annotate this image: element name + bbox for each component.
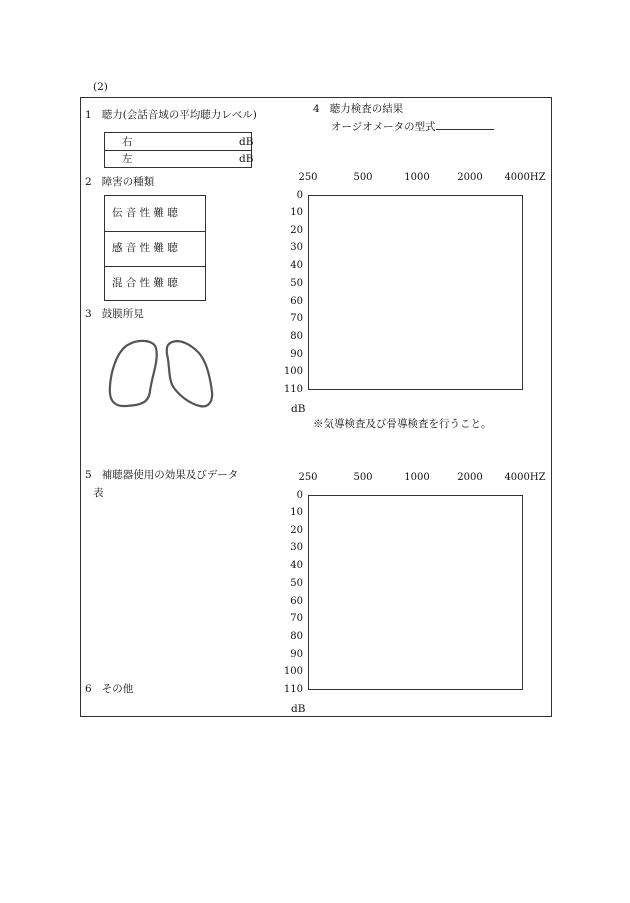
- y-label: 90: [290, 649, 303, 660]
- y-unit: dB: [291, 703, 306, 715]
- section-2-title: 障害の種類: [101, 176, 155, 188]
- y-label: 50: [290, 578, 303, 589]
- y-label: 30: [290, 242, 303, 253]
- y-label: 30: [290, 542, 303, 553]
- y-label: 80: [290, 631, 303, 642]
- section-2-number: 2: [85, 176, 92, 188]
- left-eardrum-outline: [167, 341, 212, 406]
- section-5-title: 補聴器使用の効果及びデータ: [101, 469, 239, 481]
- hearing-level-table: [104, 132, 252, 168]
- y-label: 110: [283, 684, 303, 695]
- x-label: 2000: [457, 472, 483, 483]
- x-label: 1000: [404, 472, 430, 483]
- right-ear-label: 右: [122, 136, 133, 148]
- table-divider: [105, 231, 205, 232]
- audiometer-model-blank[interactable]: [436, 119, 494, 130]
- table-divider: [105, 150, 251, 151]
- section-6-title: その他: [101, 683, 134, 695]
- y-unit: dB: [291, 403, 306, 415]
- y-label: 100: [283, 666, 303, 677]
- x-label: 2000: [457, 172, 483, 183]
- y-label: 40: [290, 260, 303, 271]
- audiogram-note: ※気導検査及び骨導検査を行うこと。: [313, 418, 492, 430]
- y-label: 100: [283, 366, 303, 377]
- section-6-heading: [85, 684, 133, 695]
- table-divider: [105, 266, 205, 267]
- section-5-heading: [85, 470, 238, 481]
- section-3-number: 3: [85, 308, 92, 320]
- x-label: 4000HZ: [504, 472, 546, 483]
- section-1-title: 聴力(会話音域の平均聴力レベル): [101, 109, 257, 121]
- y-label: 20: [290, 525, 303, 536]
- conductive-hearing-loss: 伝 音 性 難 聴: [112, 207, 178, 219]
- section-5-number: 5: [85, 469, 92, 481]
- mixed-hearing-loss: 混 合 性 難 聴: [112, 277, 178, 289]
- y-label: 20: [290, 225, 303, 236]
- section-4-heading: [313, 104, 403, 115]
- y-label: 0: [296, 190, 303, 201]
- x-label: 4000HZ: [504, 172, 546, 183]
- right-eardrum-outline: [110, 341, 157, 406]
- y-label: 10: [290, 207, 303, 218]
- y-label: 10: [290, 507, 303, 518]
- section-3-heading: [85, 309, 144, 320]
- y-label: 90: [290, 349, 303, 360]
- eardrum-diagram: [104, 336, 224, 412]
- x-label: 250: [298, 172, 318, 183]
- audiometer-model-label: オージオメータの型式: [331, 121, 436, 133]
- x-label: 500: [353, 472, 373, 483]
- x-label: 1000: [404, 172, 430, 183]
- x-label: 250: [298, 472, 318, 483]
- x-label: 500: [353, 172, 373, 183]
- section-6-number: 6: [85, 683, 92, 695]
- disorder-type-table: [104, 195, 206, 301]
- section-2-heading: [85, 177, 154, 188]
- left-ear-unit: dB: [239, 153, 254, 165]
- audiogram-2-grid[interactable]: [308, 495, 523, 690]
- y-label: 0: [296, 490, 303, 501]
- section-1-number: 1: [85, 109, 92, 121]
- y-label: 70: [290, 313, 303, 324]
- y-label: 50: [290, 278, 303, 289]
- y-label: 60: [290, 596, 303, 607]
- right-ear-unit: dB: [239, 136, 254, 148]
- y-label: 60: [290, 296, 303, 307]
- section-4-title: 聴力検査の結果: [329, 103, 404, 115]
- section-4-number: 4: [313, 103, 320, 115]
- section-3-title: 鼓膜所見: [101, 308, 144, 320]
- y-label: 80: [290, 331, 303, 342]
- audiometer-model-line: [331, 119, 494, 133]
- page-label: (2): [93, 81, 108, 93]
- sensorineural-hearing-loss: 感 音 性 難 聴: [112, 242, 178, 254]
- section-5-title-continued: 表: [93, 487, 104, 499]
- y-label: 70: [290, 613, 303, 624]
- audiogram-1-grid[interactable]: [308, 195, 523, 390]
- y-label: 110: [283, 384, 303, 395]
- y-label: 40: [290, 560, 303, 571]
- section-1-heading: [85, 110, 257, 121]
- left-ear-label: 左: [122, 153, 133, 165]
